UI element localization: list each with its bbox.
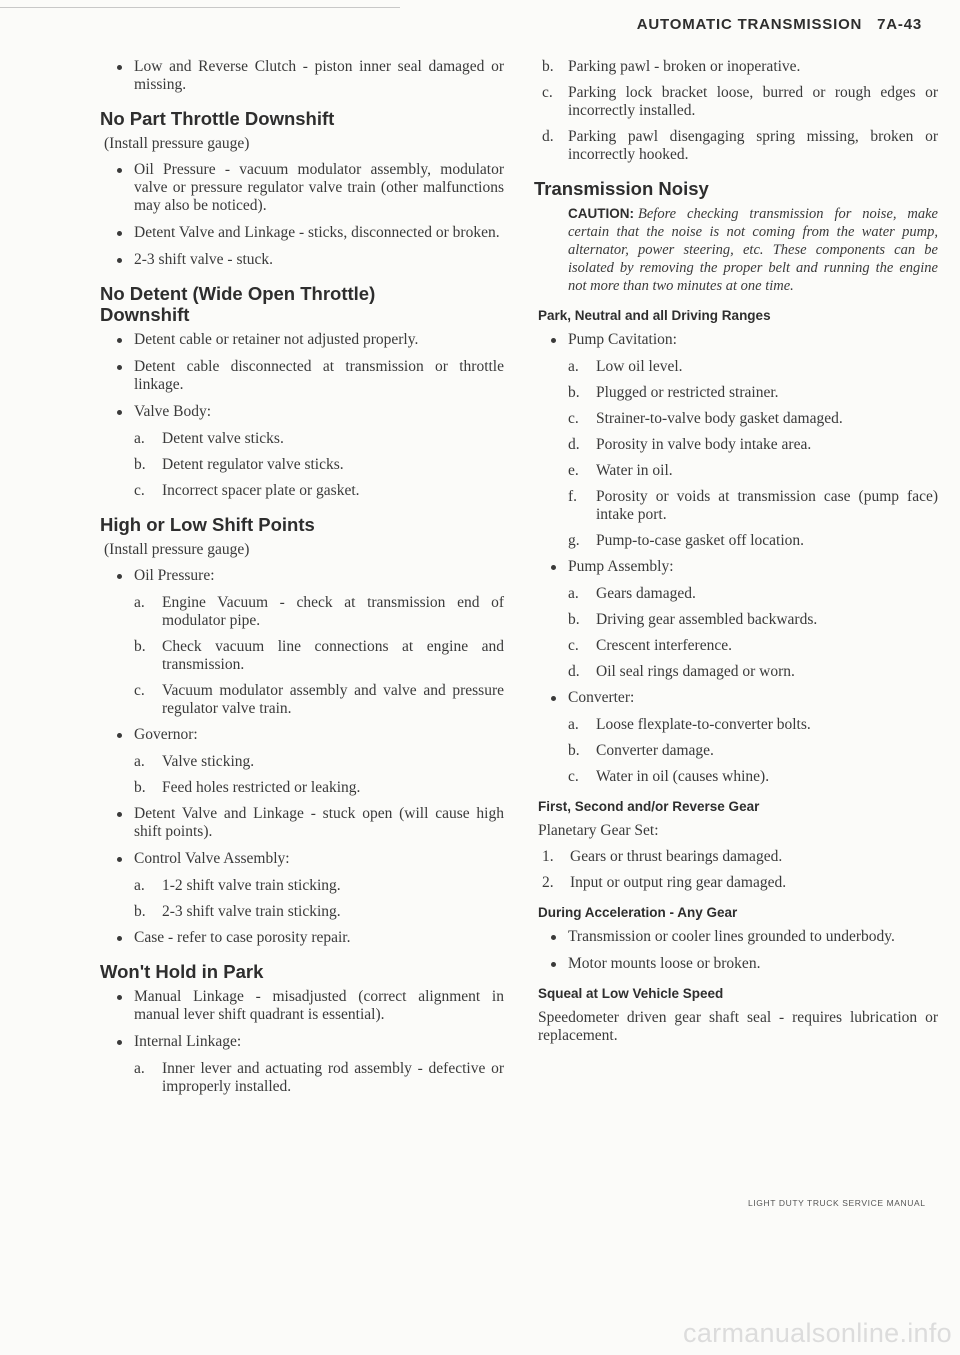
sub-text: Valve sticking. xyxy=(162,753,255,770)
sub-text: Low oil level. xyxy=(596,358,683,375)
sub-item xyxy=(104,638,504,674)
right-column xyxy=(534,58,938,1053)
top-rule xyxy=(0,7,400,8)
sub-label: a. xyxy=(568,716,579,733)
sub-text: Detent valve sticks. xyxy=(162,430,284,447)
sub-item xyxy=(104,456,504,474)
sub-text: Vacuum modulator assembly and valve and pressure regulator valve train. xyxy=(162,682,504,717)
list-item: Internal Linkage: xyxy=(104,1033,504,1051)
sub-label: b. xyxy=(568,742,580,759)
sub-item xyxy=(538,436,938,454)
list-item: Converter: xyxy=(538,689,938,707)
sub-label: d. xyxy=(568,663,580,680)
sub-label: a. xyxy=(568,358,579,375)
item-number: 1. xyxy=(542,848,554,865)
heading-line: No Detent (Wide Open Throttle) xyxy=(100,283,376,304)
list-item: Governor: xyxy=(104,726,504,744)
section-heading-transmission-noisy: Transmission Noisy xyxy=(534,178,709,199)
sub-item xyxy=(538,410,938,428)
list-item: Control Valve Assembly: xyxy=(104,850,504,868)
sub-label: a. xyxy=(134,1060,145,1077)
sub-item xyxy=(104,594,504,630)
item-text: Gears or thrust bearings damaged. xyxy=(570,848,783,865)
sub-text: 2-3 shift valve train sticking. xyxy=(162,903,341,920)
section-heading-no-detent xyxy=(100,283,504,325)
sub-label: b. xyxy=(134,779,146,796)
sub-text: Crescent interference. xyxy=(596,637,732,654)
sub-label: b. xyxy=(134,903,146,920)
sub-item xyxy=(538,663,938,681)
sub-item xyxy=(104,1060,504,1096)
sub-text: Pump-to-case gasket off location. xyxy=(596,532,805,549)
page-number: 7A-43 xyxy=(877,16,922,33)
sub-text: Water in oil (causes whine). xyxy=(596,768,770,785)
numbered-item xyxy=(538,848,938,866)
sub-item xyxy=(538,384,938,402)
section-note: Planetary Gear Set: xyxy=(538,822,659,839)
sub-item xyxy=(104,753,504,771)
caution-text: Before checking transmission for noise, make certain that the noise is not coming from the water pump, alternator, power steering, etc. These components can be isolated by removing the proper belt and running the engine not more than two minutes at one time. xyxy=(568,206,938,294)
sub-label: d. xyxy=(568,436,580,453)
list-item: Pump Cavitation: xyxy=(538,331,938,349)
sub-text: Engine Vacuum - check at transmission end of modulator pipe. xyxy=(162,594,504,629)
sub-label: b. xyxy=(568,384,580,401)
sub-label: a. xyxy=(134,430,145,447)
list-item: Detent Valve and Linkage - sticks, disconnected or broken. xyxy=(104,224,504,242)
section-heading-wont-hold-park: Won't Hold in Park xyxy=(100,961,264,982)
sub-label: b. xyxy=(134,456,146,473)
sub-item xyxy=(538,462,938,480)
sub-item xyxy=(104,903,504,921)
sub-text: 1-2 shift valve train sticking. xyxy=(162,877,341,894)
sub-text: Parking lock bracket loose, burred or rough edges or incorrectly installed. xyxy=(568,84,938,119)
section-heading-no-part-throttle: No Part Throttle Downshift xyxy=(100,108,335,129)
sub-item xyxy=(538,84,938,120)
sub-label: b. xyxy=(542,58,554,75)
watermark: carmanualsonline.info xyxy=(683,1318,952,1348)
sub-label: b. xyxy=(134,638,146,655)
list-item: Motor mounts loose or broken. xyxy=(538,955,938,973)
sub-text: Incorrect spacer plate or gasket. xyxy=(162,482,360,499)
sub-label: c. xyxy=(568,768,579,785)
list-item: Transmission or cooler lines grounded to underbody. xyxy=(538,928,938,946)
sub-item xyxy=(538,585,938,603)
sub-label: b. xyxy=(568,611,580,628)
subheading-squeal: Squeal at Low Vehicle Speed xyxy=(538,986,724,1001)
sub-text: Gears damaged. xyxy=(596,585,696,602)
caution-note xyxy=(568,205,938,295)
sub-item xyxy=(538,611,938,629)
sub-text: Porosity or voids at transmission case (pump face) intake port. xyxy=(596,488,938,523)
list-item: Oil Pressure - vacuum modulator assembly, modulator valve or pressure regulator valve train (other malfunctions may also be noticed). xyxy=(104,161,504,215)
sub-item xyxy=(538,716,938,734)
list-item: Low and Reverse Clutch - piston inner seal damaged or missing. xyxy=(104,58,504,94)
item-number: 2. xyxy=(542,874,554,891)
sub-item xyxy=(538,488,938,524)
sub-item xyxy=(104,877,504,895)
sub-text: Parking pawl disengaging spring missing, broken or incorrectly hooked. xyxy=(568,128,938,163)
subheading-during-acceleration: During Acceleration - Any Gear xyxy=(538,905,738,920)
item-text: Input or output ring gear damaged. xyxy=(570,874,787,891)
subheading-first-second-reverse: First, Second and/or Reverse Gear xyxy=(538,799,760,814)
list-item: Oil Pressure: xyxy=(104,567,504,585)
sub-text: Detent regulator valve sticks. xyxy=(162,456,344,473)
sub-item xyxy=(104,430,504,448)
sub-text: Driving gear assembled backwards. xyxy=(596,611,818,628)
sub-text: Parking pawl - broken or inoperative. xyxy=(568,58,801,75)
sub-label: c. xyxy=(134,682,145,699)
numbered-item xyxy=(538,874,938,892)
header-title: AUTOMATIC TRANSMISSION xyxy=(636,16,863,33)
sub-text: Plugged or restricted strainer. xyxy=(596,384,779,401)
page-header xyxy=(637,16,922,33)
sub-item xyxy=(538,768,938,786)
sub-label: g. xyxy=(568,532,580,549)
section-note: (Install pressure gauge) xyxy=(104,135,250,152)
footer-manual-name: LIGHT DUTY TRUCK SERVICE MANUAL xyxy=(748,1198,926,1208)
sub-text: Strainer-to-valve body gasket damaged. xyxy=(596,410,843,427)
sub-text: Oil seal rings damaged or worn. xyxy=(596,663,795,680)
list-item: Detent cable disconnected at transmission or throttle linkage. xyxy=(104,358,504,394)
sub-item xyxy=(104,682,504,718)
sub-label: a. xyxy=(134,877,145,894)
list-item: Detent cable or retainer not adjusted properly. xyxy=(104,331,504,349)
sub-label: a. xyxy=(568,585,579,602)
sub-item xyxy=(538,128,938,164)
sub-text: Loose flexplate-to-converter bolts. xyxy=(596,716,811,733)
section-note: (Install pressure gauge) xyxy=(104,541,250,558)
list-item: 2-3 shift valve - stuck. xyxy=(104,251,504,269)
sub-label: c. xyxy=(134,482,145,499)
sub-label: c. xyxy=(568,410,579,427)
sub-label: a. xyxy=(134,594,145,611)
sub-label: e. xyxy=(568,462,579,479)
sub-item xyxy=(104,482,504,500)
sub-text: Converter damage. xyxy=(596,742,714,759)
sub-text: Check vacuum line connections at engine and transmission. xyxy=(162,638,504,673)
sub-label: c. xyxy=(542,84,553,101)
sub-item xyxy=(538,358,938,376)
sub-text: Water in oil. xyxy=(596,462,673,479)
list-item: Case - refer to case porosity repair. xyxy=(104,929,504,947)
caution-tag: CAUTION: xyxy=(568,206,634,221)
sub-item xyxy=(538,637,938,655)
section-heading-shift-points: High or Low Shift Points xyxy=(100,514,315,535)
sub-item xyxy=(104,779,504,797)
left-column xyxy=(100,58,504,1104)
sub-item xyxy=(538,532,938,550)
list-item: Pump Assembly: xyxy=(538,558,938,576)
sub-label: c. xyxy=(568,637,579,654)
list-item: Valve Body: xyxy=(104,403,504,421)
sub-label: d. xyxy=(542,128,554,145)
sub-item xyxy=(538,58,938,76)
sub-item xyxy=(538,742,938,760)
paragraph: Speedometer driven gear shaft seal - requires lubrication or replacement. xyxy=(538,1009,938,1044)
sub-label: a. xyxy=(134,753,145,770)
heading-line: Downshift xyxy=(100,304,190,325)
list-item: Detent Valve and Linkage - stuck open (will cause high shift points). xyxy=(104,805,504,841)
sub-text: Porosity in valve body intake area. xyxy=(596,436,812,453)
sub-label: f. xyxy=(568,488,578,505)
sub-text: Feed holes restricted or leaking. xyxy=(162,779,361,796)
subheading-park-neutral: Park, Neutral and all Driving Ranges xyxy=(538,308,771,323)
list-item: Manual Linkage - misadjusted (correct alignment in manual lever shift quadrant is essential). xyxy=(104,988,504,1024)
sub-text: Inner lever and actuating rod assembly - defective or improperly installed. xyxy=(162,1060,504,1095)
